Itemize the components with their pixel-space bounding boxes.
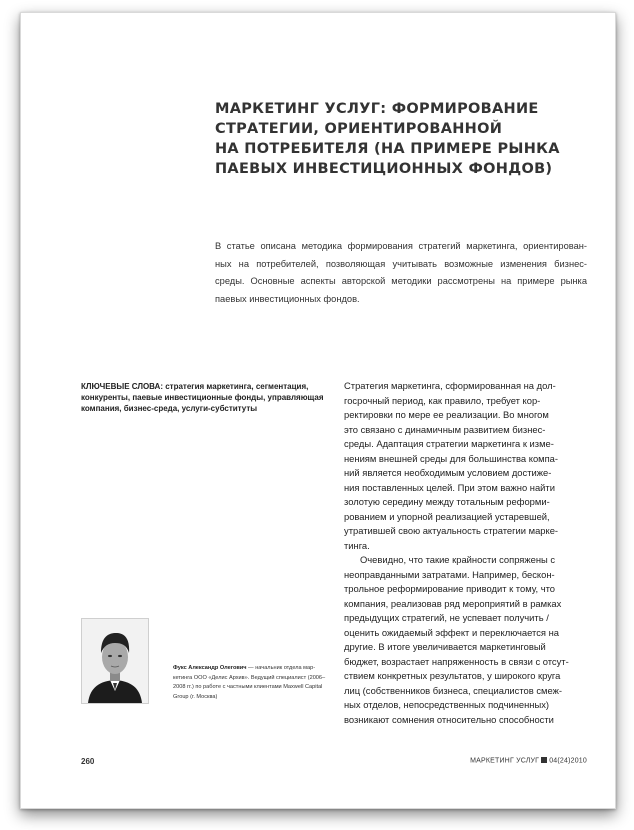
title-line: МАРКЕТИНГ УСЛУГ: ФОРМИРОВАНИЕ: [215, 101, 539, 117]
body-line: оценить ожидаемый эффект и переключается на: [344, 626, 559, 638]
keywords: [81, 381, 324, 414]
journal-name: МАРКЕТИНГ УСЛУГ: [470, 757, 540, 765]
body-line: Очевидно, что такие крайности сопряжены с: [360, 554, 556, 565]
body-line: трольное реформирование приводит к тому, что: [344, 583, 555, 594]
body-line: утратившей свою актуальность стратегии марке-: [344, 525, 559, 536]
body-line: рованием и упорной реализацией устаревшей,: [344, 510, 550, 522]
body-text: [344, 379, 589, 727]
abstract-line: среды. Основные аспекты авторской методики рассмотрены на примере рынка: [215, 276, 587, 286]
page: [20, 12, 616, 809]
body-line: бюджет, возрастает напряженность в связи с отсут-: [344, 655, 569, 667]
author-photo: [81, 618, 149, 704]
title-line: ПАЕВЫХ ИНВЕСТИЦИОННЫХ ФОНДОВ): [215, 161, 553, 177]
body-line: нениям внешней среды для большинства компа-: [344, 452, 559, 464]
title-line: НА ПОТРЕБИТЕЛЯ (НА ПРИМЕРЕ РЫНКА: [215, 141, 560, 157]
keywords-line: КЛЮЧЕВЫЕ СЛОВА: стратегия маркетинга, сегментация,: [81, 382, 309, 391]
issue-number: 04(24)2010: [549, 757, 587, 765]
body-line: неоправданными затратами. Например, бескон-: [344, 568, 555, 580]
body-line: ния поставленных целей. При этом важно найти: [344, 481, 555, 493]
abstract: [215, 238, 587, 308]
body-line: лиц (собственников бизнеса, специалистов смеж-: [344, 684, 562, 696]
author-name: Фукс Александр Олегович: [173, 665, 247, 671]
title-line: СТРАТЕГИИ, ОРИЕНТИРОВАННОЙ: [215, 121, 503, 137]
abstract-line: ных на потребителей, позволяющая учитывать возможные изменения бизнес-: [215, 258, 587, 269]
keywords-line: компания, бизнес-среда, услуги-субституты: [81, 404, 258, 413]
body-line: среды. Адаптация стратегии маркетинга к изме-: [344, 438, 554, 449]
author-line: кетинга ООО «Делис Архив». Ведущий специалист (2006–: [173, 674, 326, 681]
square-bullet-icon: [541, 757, 547, 763]
author-info: [173, 664, 326, 702]
keywords-line: конкуренты, паевые инвестиционные фонды, управляющая: [81, 393, 324, 402]
journal-footer: [470, 757, 587, 765]
body-line: золотую середину между тотальным реформи-: [344, 496, 550, 507]
body-line: тинга.: [344, 539, 370, 551]
author-line: Group (г. Москва): [173, 693, 218, 700]
author-line: 2008 гг.) по работе с частными клиентами Maxwell Capital: [173, 684, 323, 690]
author-line: — начальник отдела мар-: [246, 665, 316, 671]
body-line: предыдущих стратегий, не успевает получить /: [344, 612, 549, 623]
body-line: это связано с динамичным развитием бизнес-: [344, 423, 546, 435]
abstract-line: паевых инвестиционных фондов.: [215, 293, 360, 304]
article-title: [215, 99, 560, 179]
body-line: госрочный период, как правило, требует кор-: [344, 394, 541, 406]
body-line: возникают сомнения относительно способности: [344, 713, 554, 725]
body-line: ректировки по мере ее реализации. Во многом: [344, 409, 549, 420]
body-line: ний является необходимым условием достиже-: [344, 467, 552, 478]
body-line: компания, реализовав ряд мероприятий в рамках: [344, 597, 562, 609]
body-line: ствием конкретных результатов, у широкого круга: [344, 670, 561, 681]
page-number: 260: [81, 757, 95, 766]
body-line: Стратегия маркетинга, сформированная на дол-: [344, 380, 556, 391]
author-portrait-icon: [82, 619, 148, 703]
abstract-line: В статье описана методика формирования стратегий маркетинга, ориентирован-: [215, 241, 587, 251]
body-line: другие. В итоге увеличивается маркетинговый: [344, 641, 546, 652]
body-line: ных отделов, непосредственных подчиненных): [344, 699, 550, 710]
